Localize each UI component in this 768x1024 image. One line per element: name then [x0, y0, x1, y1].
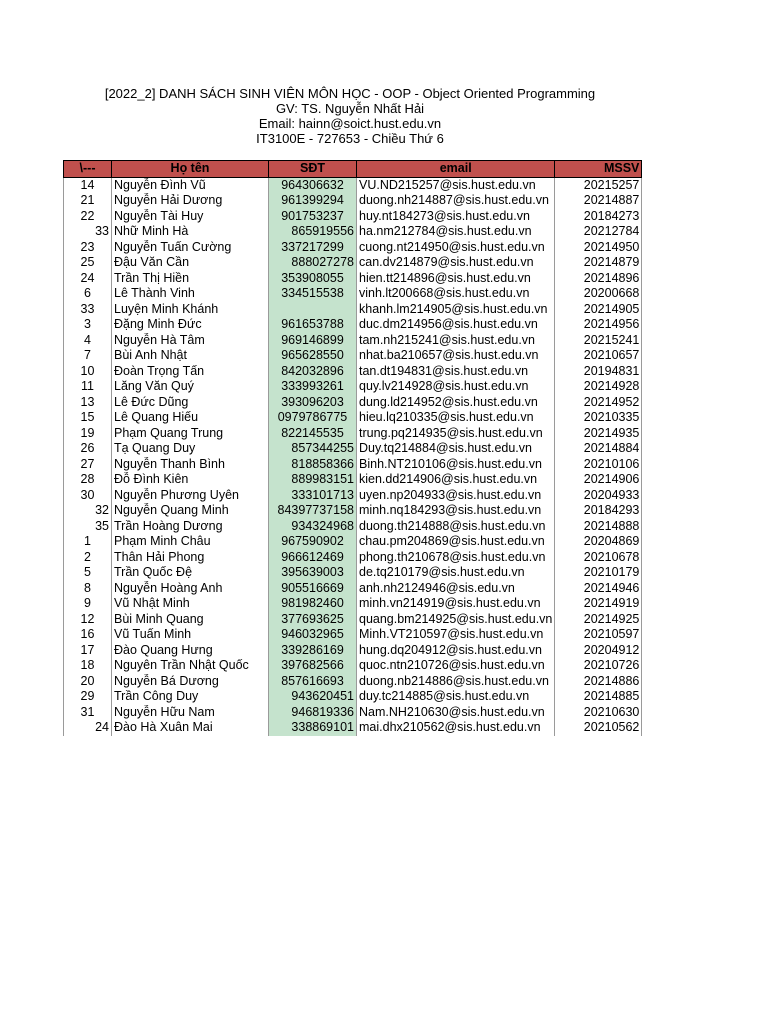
student-id-cell[interactable]: 20215241 [555, 333, 642, 349]
phone-number-cell[interactable]: 964306632 [269, 177, 357, 193]
table-row [64, 519, 642, 535]
student-email-cell[interactable]: chau.pm204869@sis.hust.edu.vn [357, 534, 555, 550]
phone-number-cell[interactable]: 393096203 [269, 395, 357, 411]
phone-number-cell[interactable]: 934324968 [269, 519, 357, 535]
student-email-cell[interactable]: quoc.ntn210726@sis.hust.edu.vn [357, 658, 555, 674]
phone-number-cell[interactable]: 981982460 [269, 596, 357, 612]
row-index-cell[interactable]: 21 [64, 193, 112, 209]
student-email-cell[interactable]: vinh.lt200668@sis.hust.edu.vn [357, 286, 555, 302]
student-email-cell[interactable]: duong.nb214886@sis.hust.edu.vn [357, 674, 555, 690]
table-row [64, 488, 642, 504]
phone-number-cell[interactable]: 967590902 [269, 534, 357, 550]
table-row [64, 395, 642, 411]
table-row [64, 426, 642, 442]
student-name-cell[interactable]: Vũ Nhật Minh [112, 596, 269, 612]
phone-number-cell[interactable]: 395639003 [269, 565, 357, 581]
student-email-cell[interactable]: Minh.VT210597@sis.hust.edu.vn [357, 627, 555, 643]
student-email-cell[interactable]: anh.nh2124946@sis.edu.vn [357, 581, 555, 597]
row-index-cell[interactable]: 24 [64, 720, 112, 736]
student-name-cell[interactable]: Luyện Minh Khánh [112, 302, 269, 318]
student-email-cell[interactable]: hien.tt214896@sis.hust.edu.vn [357, 271, 555, 287]
table-row [64, 271, 642, 287]
phone-number-cell[interactable]: 822145535 [269, 426, 357, 442]
phone-number-cell[interactable]: 857344255 [269, 441, 357, 457]
student-id-cell[interactable]: 20194831 [555, 364, 642, 380]
student-id-cell[interactable]: 20210630 [555, 705, 642, 721]
student-name-cell[interactable]: Nguyễn Tài Huy [112, 209, 269, 225]
student-name-cell[interactable]: Lăng Văn Quý [112, 379, 269, 395]
phone-number-cell[interactable]: 333101713 [269, 488, 357, 504]
student-email-cell[interactable]: duc.dm214956@sis.hust.edu.vn [357, 317, 555, 333]
student-email-cell[interactable]: minh.nq184293@sis.hust.edu.vn [357, 503, 555, 519]
row-index-cell[interactable]: 12 [64, 612, 112, 628]
phone-number-cell[interactable]: 905516669 [269, 581, 357, 597]
row-index-cell[interactable]: 4 [64, 333, 112, 349]
student-id-cell[interactable]: 20204933 [555, 488, 642, 504]
table-row [64, 643, 642, 659]
student-name-cell[interactable]: Trần Thị Hiền [112, 271, 269, 287]
student-id-cell[interactable]: 20210726 [555, 658, 642, 674]
student-id-cell[interactable]: 20214879 [555, 255, 642, 271]
phone-number-cell[interactable]: 946819336 [269, 705, 357, 721]
student-id-cell[interactable]: 20214884 [555, 441, 642, 457]
student-id-cell[interactable]: 20214906 [555, 472, 642, 488]
table-row [64, 348, 642, 364]
student-name-cell[interactable]: Đỗ Đình Kiên [112, 472, 269, 488]
student-id-cell[interactable]: 20184293 [555, 503, 642, 519]
phone-number-cell[interactable]: 865919556 [269, 224, 357, 240]
student-email-cell[interactable]: Nam.NH210630@sis.hust.edu.vn [357, 705, 555, 721]
student-email-cell[interactable]: trung.pq214935@sis.hust.edu.vn [357, 426, 555, 442]
table-row [64, 627, 642, 643]
phone-number-cell[interactable]: 337217299 [269, 240, 357, 256]
table-row [64, 596, 642, 612]
student-name-cell[interactable]: Nguyễn Quang Minh [112, 503, 269, 519]
row-index-cell[interactable]: 28 [64, 472, 112, 488]
table-row [64, 240, 642, 256]
phone-number-cell[interactable]: 338869101 [269, 720, 357, 736]
student-name-cell[interactable]: Nguyễn Hà Tâm [112, 333, 269, 349]
row-index-cell[interactable]: 11 [64, 379, 112, 395]
row-index-cell[interactable]: 16 [64, 627, 112, 643]
table-row [64, 674, 642, 690]
phone-number-cell[interactable]: 842032896 [269, 364, 357, 380]
table-row [64, 317, 642, 333]
student-name-cell[interactable]: Trần Hoàng Dương [112, 519, 269, 535]
table-row [64, 410, 642, 426]
student-name-cell[interactable]: Nguyễn Hoàng Anh [112, 581, 269, 597]
row-index-cell[interactable]: 3 [64, 317, 112, 333]
student-id-cell[interactable]: 20200668 [555, 286, 642, 302]
row-index-cell[interactable]: 8 [64, 581, 112, 597]
student-name-cell[interactable]: Nguyễn Thanh Bình [112, 457, 269, 473]
student-name-cell[interactable]: Vũ Tuấn Minh [112, 627, 269, 643]
student-email-cell[interactable]: duy.tc214885@sis.hust.edu.vn [357, 689, 555, 705]
student-name-cell[interactable]: Trần Công Duy [112, 689, 269, 705]
table-row [64, 720, 642, 736]
row-index-cell[interactable]: 29 [64, 689, 112, 705]
table-row [64, 224, 642, 240]
student-name-cell[interactable]: Bùi Minh Quang [112, 612, 269, 628]
student-email-cell[interactable]: cuong.nt214950@sis.hust.edu.vn [357, 240, 555, 256]
phone-number-cell[interactable]: 377693625 [269, 612, 357, 628]
student-id-cell[interactable]: 20210106 [555, 457, 642, 473]
row-index-cell[interactable]: 2 [64, 550, 112, 566]
student-id-cell[interactable]: 20210597 [555, 627, 642, 643]
row-index-cell[interactable]: 24 [64, 271, 112, 287]
student-name-cell[interactable]: Trần Quốc Đệ [112, 565, 269, 581]
student-email-cell[interactable]: duong.nh214887@sis.hust.edu.vn [357, 193, 555, 209]
student-name-cell[interactable]: Lê Quang Hiếu [112, 410, 269, 426]
student-id-cell[interactable]: 20214885 [555, 689, 642, 705]
student-name-cell[interactable]: Nguyên Trần Nhật Quốc [112, 658, 269, 674]
student-id-cell[interactable]: 20184273 [555, 209, 642, 225]
student-name-cell[interactable]: Thân Hải Phong [112, 550, 269, 566]
table-row [64, 379, 642, 395]
student-id-cell[interactable]: 20210657 [555, 348, 642, 364]
row-index-cell[interactable]: 31 [64, 705, 112, 721]
student-email-cell[interactable]: tan.dt194831@sis.hust.edu.vn [357, 364, 555, 380]
document-title: [2022_2] DANH SÁCH SINH VIÊN MÔN HỌC - OOP - Object Oriented Programming [104, 86, 596, 101]
row-index-cell[interactable]: 32 [64, 503, 112, 519]
student-id-cell[interactable]: 20214935 [555, 426, 642, 442]
student-id-cell[interactable]: 20204869 [555, 534, 642, 550]
row-index-cell[interactable]: 35 [64, 519, 112, 535]
student-name-cell[interactable]: Nguyễn Tuấn Cường [112, 240, 269, 256]
table-row [64, 472, 642, 488]
student-email-cell[interactable]: mai.dhx210562@sis.hust.edu.vn [357, 720, 555, 736]
row-index-cell[interactable]: 15 [64, 410, 112, 426]
student-id-cell[interactable]: 20214896 [555, 271, 642, 287]
student-id-cell[interactable]: 20210179 [555, 565, 642, 581]
student-name-cell[interactable]: Đậu Văn Cần [112, 255, 269, 271]
student-name-cell[interactable]: Đoàn Trọng Tấn [112, 364, 269, 380]
table-row [64, 333, 642, 349]
table-row [64, 705, 642, 721]
table-row [64, 193, 642, 209]
phone-number-cell[interactable]: 889983151 [269, 472, 357, 488]
row-index-cell[interactable]: 23 [64, 240, 112, 256]
phone-number-cell[interactable]: 857616693 [269, 674, 357, 690]
table-row [64, 209, 642, 225]
phone-number-cell[interactable]: 943620451 [269, 689, 357, 705]
student-email-cell[interactable]: hieu.lq210335@sis.hust.edu.vn [357, 410, 555, 426]
class-info: IT3100E - 727653 - Chiều Thứ 6 [256, 131, 444, 146]
column-header-email[interactable]: email [357, 161, 555, 178]
table-row [64, 177, 642, 193]
lecturer-line: GV: TS. Nguyễn Nhất Hải [275, 101, 425, 116]
student-name-cell[interactable]: Nguyễn Phương Uyên [112, 488, 269, 504]
row-index-cell[interactable]: 13 [64, 395, 112, 411]
row-index-cell[interactable]: 7 [64, 348, 112, 364]
student-name-cell[interactable]: Phạm Quang Trung [112, 426, 269, 442]
table-row [64, 286, 642, 302]
student-email-cell[interactable]: duong.th214888@sis.hust.edu.vn [357, 519, 555, 535]
student-id-cell[interactable]: 20214888 [555, 519, 642, 535]
student-id-cell[interactable]: 20214946 [555, 581, 642, 597]
student-name-cell[interactable]: Đặng Minh Đức [112, 317, 269, 333]
student-id-cell[interactable]: 20210335 [555, 410, 642, 426]
row-index-cell[interactable]: 30 [64, 488, 112, 504]
student-email-cell[interactable]: VU.ND215257@sis.hust.edu.vn [357, 177, 555, 193]
student-email-cell[interactable]: uyen.np204933@sis.hust.edu.vn [357, 488, 555, 504]
phone-number-cell[interactable]: 353908055 [269, 271, 357, 287]
phone-number-cell[interactable]: 0979786775 [269, 410, 357, 426]
table-row [64, 534, 642, 550]
student-name-cell[interactable]: Đào Hà Xuân Mai [112, 720, 269, 736]
student-name-cell[interactable]: Phạm Minh Châu [112, 534, 269, 550]
phone-number-cell[interactable]: 969146899 [269, 333, 357, 349]
table-row [64, 364, 642, 380]
student-id-cell[interactable]: 20210562 [555, 720, 642, 736]
table-row [64, 441, 642, 457]
row-index-cell[interactable]: 20 [64, 674, 112, 690]
table-row [64, 581, 642, 597]
phone-number-cell[interactable]: 966612469 [269, 550, 357, 566]
column-header-name[interactable]: Họ tên [112, 161, 269, 178]
table-row [64, 457, 642, 473]
table-row [64, 255, 642, 271]
student-name-cell[interactable]: Nguyễn Bá Dương [112, 674, 269, 690]
row-index-cell[interactable]: 10 [64, 364, 112, 380]
table-body [64, 177, 642, 736]
table-row [64, 550, 642, 566]
document-header [0, 86, 700, 146]
student-id-cell[interactable]: 20214956 [555, 317, 642, 333]
row-index-cell[interactable]: 27 [64, 457, 112, 473]
table-row [64, 503, 642, 519]
student-id-cell[interactable]: 20214919 [555, 596, 642, 612]
phone-number-cell[interactable] [269, 302, 357, 318]
phone-number-cell[interactable]: 961399294 [269, 193, 357, 209]
student-name-cell[interactable]: Lê Thành Vinh [112, 286, 269, 302]
student-id-cell[interactable]: 20214925 [555, 612, 642, 628]
student-id-cell[interactable]: 20214928 [555, 379, 642, 395]
student-email-cell[interactable]: hung.dq204912@sis.hust.edu.vn [357, 643, 555, 659]
student-email-cell[interactable]: de.tq210179@sis.hust.edu.vn [357, 565, 555, 581]
student-name-cell[interactable]: Lê Đức Dũng [112, 395, 269, 411]
student-id-cell[interactable]: 20214950 [555, 240, 642, 256]
student-id-cell[interactable]: 20214887 [555, 193, 642, 209]
table-row [64, 689, 642, 705]
student-email-cell[interactable]: quy.lv214928@sis.hust.edu.vn [357, 379, 555, 395]
student-name-cell[interactable]: Nguyễn Đình Vũ [112, 177, 269, 193]
phone-number-cell[interactable]: 334515538 [269, 286, 357, 302]
student-name-cell[interactable]: Nhữ Minh Hà [112, 224, 269, 240]
row-index-cell[interactable]: 22 [64, 209, 112, 225]
row-index-cell[interactable]: 17 [64, 643, 112, 659]
row-index-cell[interactable]: 25 [64, 255, 112, 271]
student-id-cell[interactable]: 20212784 [555, 224, 642, 240]
row-index-cell[interactable]: 5 [64, 565, 112, 581]
column-header-phone[interactable]: SĐT [269, 161, 357, 178]
lecturer-email: Email: hainn@soict.hust.edu.vn [258, 116, 442, 131]
phone-number-cell[interactable]: 333993261 [269, 379, 357, 395]
student-email-cell[interactable]: minh.vn214919@sis.hust.edu.vn [357, 596, 555, 612]
student-email-cell[interactable]: nhat.ba210657@sis.hust.edu.vn [357, 348, 555, 364]
student-email-cell[interactable]: tam.nh215241@sis.hust.edu.vn [357, 333, 555, 349]
phone-number-cell[interactable]: 961653788 [269, 317, 357, 333]
row-index-cell[interactable]: 1 [64, 534, 112, 550]
student-name-cell[interactable]: Tạ Quang Duy [112, 441, 269, 457]
row-index-cell[interactable]: 26 [64, 441, 112, 457]
table-row [64, 612, 642, 628]
student-email-cell[interactable]: dung.ld214952@sis.hust.edu.vn [357, 395, 555, 411]
student-email-cell[interactable]: quang.bm214925@sis.hust.edu.vn [357, 612, 555, 628]
student-email-cell[interactable]: phong.th210678@sis.hust.edu.vn [357, 550, 555, 566]
phone-number-cell[interactable]: 965628550 [269, 348, 357, 364]
phone-number-cell[interactable]: 888027278 [269, 255, 357, 271]
column-header-student-id[interactable]: MSSV [555, 161, 642, 178]
student-email-cell[interactable]: ha.nm212784@sis.hust.edu.vn [357, 224, 555, 240]
row-index-cell[interactable]: 18 [64, 658, 112, 674]
student-name-cell[interactable]: Nguyễn Hải Dương [112, 193, 269, 209]
student-id-cell[interactable]: 20215257 [555, 177, 642, 193]
column-header-index[interactable]: \--- [64, 161, 112, 178]
phone-number-cell[interactable]: 84397737158 [269, 503, 357, 519]
student-id-cell[interactable]: 20204912 [555, 643, 642, 659]
student-email-cell[interactable]: khanh.lm214905@sis.hust.edu.vn [357, 302, 555, 318]
student-email-cell[interactable]: can.dv214879@sis.hust.edu.vn [357, 255, 555, 271]
student-email-cell[interactable]: kien.dd214906@sis.hust.edu.vn [357, 472, 555, 488]
student-name-cell[interactable]: Bùi Anh Nhật [112, 348, 269, 364]
phone-number-cell[interactable]: 901753237 [269, 209, 357, 225]
table-header-row [64, 161, 642, 178]
student-id-cell[interactable]: 20210678 [555, 550, 642, 566]
row-index-cell[interactable]: 19 [64, 426, 112, 442]
row-index-cell[interactable]: 9 [64, 596, 112, 612]
student-id-cell[interactable]: 20214952 [555, 395, 642, 411]
student-name-cell[interactable]: Đào Quang Hưng [112, 643, 269, 659]
student-id-cell[interactable]: 20214886 [555, 674, 642, 690]
phone-number-cell[interactable]: 818858366 [269, 457, 357, 473]
table-row [64, 565, 642, 581]
row-index-cell[interactable]: 6 [64, 286, 112, 302]
student-table [63, 160, 642, 736]
phone-number-cell[interactable]: 946032965 [269, 627, 357, 643]
table-row [64, 658, 642, 674]
phone-number-cell[interactable]: 339286169 [269, 643, 357, 659]
student-name-cell[interactable]: Nguyễn Hữu Nam [112, 705, 269, 721]
student-email-cell[interactable]: Binh.NT210106@sis.hust.edu.vn [357, 457, 555, 473]
row-index-cell[interactable]: 33 [64, 224, 112, 240]
student-email-cell[interactable]: huy.nt184273@sis.hust.edu.vn [357, 209, 555, 225]
row-index-cell[interactable]: 14 [64, 177, 112, 193]
table-row [64, 302, 642, 318]
student-email-cell[interactable]: Duy.tq214884@sis.hust.edu.vn [357, 441, 555, 457]
phone-number-cell[interactable]: 397682566 [269, 658, 357, 674]
row-index-cell[interactable]: 33 [64, 302, 112, 318]
student-id-cell[interactable]: 20214905 [555, 302, 642, 318]
